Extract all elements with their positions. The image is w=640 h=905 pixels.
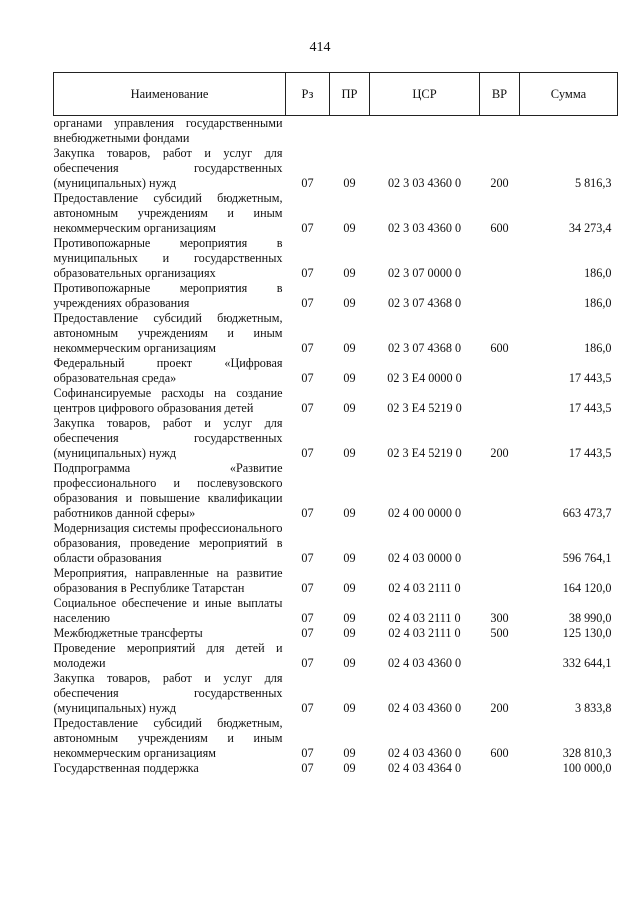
cell-sum: 5 816,3 [574,176,612,190]
cell-vr [480,641,520,671]
cell-name: Мероприятия, направленные на развитие образования в Республике Татарстан [53,566,283,595]
cell-rz: 07 [301,581,314,595]
cell-sum [520,116,618,147]
cell-csr: 02 4 03 4360 0 [387,701,462,715]
table-header [54,73,618,116]
cell-rz: 07 [301,656,314,670]
table-row [54,386,618,416]
cell-sum: 17 443,5 [568,401,612,415]
header-pr: ПР [330,73,370,116]
cell-vr [480,116,520,147]
header-vr: ВР [480,73,520,116]
cell-name: Государственная поддержка [53,761,199,775]
cell-pr: 09 [343,401,356,415]
cell-rz: 07 [301,446,314,460]
cell-csr: 02 3 07 4368 0 [387,341,462,355]
cell-name: Закупка товаров, работ и услуг для обеспечения государственных (муниципальных) нужд [53,416,283,460]
cell-csr: 02 4 00 0000 0 [387,506,462,520]
cell-vr: 600 [490,341,509,355]
cell-sum: 100 000,0 [562,761,612,775]
cell-name: Противопожарные мероприятия в учреждениях образования [53,281,283,310]
table-row [54,671,618,716]
cell-pr: 09 [343,626,356,640]
cell-name: Проведение мероприятий для детей и молодежи [53,641,283,670]
cell-rz: 07 [301,221,314,235]
table-row [54,461,618,521]
cell-csr: 02 4 03 4360 0 [387,746,462,760]
table-row [54,596,618,626]
cell-pr: 09 [343,506,356,520]
cell-rz: 07 [301,611,314,625]
table-row [54,521,618,566]
cell-name: Закупка товаров, работ и услуг для обеспечения государственных (муниципальных) нужд [53,146,283,190]
cell-pr: 09 [343,611,356,625]
cell-pr: 09 [343,656,356,670]
cell-csr: 02 3 07 0000 0 [387,266,462,280]
cell-name: органами управления государственными внебюджетными фондами [53,116,283,145]
cell-vr: 300 [490,611,509,625]
cell-vr [480,761,520,776]
header-rz: Рз [286,73,330,116]
cell-csr: 02 4 03 4364 0 [387,761,462,775]
cell-csr: 02 4 03 4360 0 [387,656,462,670]
cell-csr: 02 4 03 2111 0 [388,611,461,625]
cell-csr [370,116,480,147]
cell-name: Социальное обеспечение и иные выплаты населению [53,596,283,625]
table-row [54,116,618,147]
header-name: Наименование [54,73,286,116]
cell-pr: 09 [343,551,356,565]
table-row [54,416,618,461]
cell-name: Предоставление субсидий бюджетным, автономным учреждениям и иным некоммерческим организациям [53,191,283,235]
cell-pr: 09 [343,581,356,595]
cell-name: Модернизация системы профессионального образования, проведение мероприятий в области образования [53,521,283,565]
cell-rz: 07 [301,371,314,385]
cell-vr [480,566,520,596]
cell-rz: 07 [301,176,314,190]
cell-sum: 34 273,4 [568,221,612,235]
cell-vr: 200 [490,701,509,715]
cell-sum: 328 810,3 [562,746,612,760]
cell-name: Федеральный проект «Цифровая образовательная среда» [53,356,283,385]
cell-pr: 09 [343,296,356,310]
table-row [54,641,618,671]
cell-sum: 186,0 [584,341,612,355]
cell-sum: 186,0 [584,266,612,280]
cell-name: Предоставление субсидий бюджетным, автономным учреждениям и иным некоммерческим организациям [53,311,283,355]
cell-rz: 07 [301,761,314,775]
cell-sum: 663 473,7 [562,506,612,520]
cell-rz: 07 [301,701,314,715]
table-row [54,716,618,761]
cell-rz [286,116,330,147]
budget-table [53,72,618,776]
cell-vr [480,521,520,566]
cell-rz: 07 [301,341,314,355]
cell-rz: 07 [301,401,314,415]
cell-sum: 332 644,1 [562,656,612,670]
cell-csr: 02 3 03 4360 0 [387,221,462,235]
table-row [54,311,618,356]
table-row [54,191,618,236]
table-row [54,281,618,311]
cell-pr: 09 [343,701,356,715]
header-sum: Сумма [520,73,618,116]
cell-csr: 02 3 03 4360 0 [387,176,462,190]
header-csr: ЦСР [370,73,480,116]
cell-csr: 02 4 03 0000 0 [387,551,462,565]
cell-csr: 02 3 07 4368 0 [387,296,462,310]
table-row [54,356,618,386]
cell-sum: 164 120,0 [562,581,612,595]
cell-vr [480,281,520,311]
cell-rz: 07 [301,266,314,280]
cell-csr: 02 3 E4 5219 0 [387,401,462,415]
cell-pr: 09 [343,266,356,280]
cell-name: Межбюджетные трансферты [53,626,203,640]
cell-vr [480,236,520,281]
cell-vr: 500 [490,626,509,640]
cell-csr: 02 4 03 2111 0 [388,581,461,595]
cell-csr: 02 3 E4 5219 0 [387,446,462,460]
table-row [54,236,618,281]
cell-vr: 200 [490,446,509,460]
header-row [54,73,618,116]
table-row [54,146,618,191]
cell-pr: 09 [343,176,356,190]
cell-vr: 200 [490,176,509,190]
cell-pr: 09 [343,746,356,760]
cell-vr: 600 [490,746,509,760]
cell-vr [480,386,520,416]
cell-sum: 17 443,5 [568,446,612,460]
cell-name: Противопожарные мероприятия в муниципальных и государственных образовательных организациях [53,236,283,280]
cell-pr: 09 [343,341,356,355]
cell-csr: 02 3 E4 0000 0 [387,371,462,385]
cell-pr [330,116,370,147]
cell-sum: 38 990,0 [568,611,612,625]
cell-name: Закупка товаров, работ и услуг для обеспечения государственных (муниципальных) нужд [53,671,283,715]
table-row [54,626,618,641]
cell-rz: 07 [301,551,314,565]
cell-sum: 125 130,0 [562,626,612,640]
cell-sum: 186,0 [584,296,612,310]
cell-rz: 07 [301,626,314,640]
cell-name: Предоставление субсидий бюджетным, автономным учреждениям и иным некоммерческим организациям [53,716,283,760]
cell-rz: 07 [301,746,314,760]
cell-pr: 09 [343,221,356,235]
cell-rz: 07 [301,296,314,310]
cell-vr: 600 [490,221,509,235]
table-body [54,116,618,777]
cell-name: Подпрограмма «Развитие профессионального и послевузовского образования и повышение квалификации работников данной сферы» [53,461,283,520]
cell-sum: 17 443,5 [568,371,612,385]
page-number: 414 [309,40,331,55]
cell-sum: 596 764,1 [562,551,612,565]
cell-csr: 02 4 03 2111 0 [388,626,461,640]
cell-name: Софинансируемые расходы на создание центров цифрового образования детей [53,386,283,415]
cell-pr: 09 [343,761,356,775]
cell-pr: 09 [343,446,356,460]
cell-vr [480,356,520,386]
cell-rz: 07 [301,506,314,520]
cell-vr [480,461,520,521]
cell-sum: 3 833,8 [574,701,612,715]
table-row [54,761,618,776]
cell-pr: 09 [343,371,356,385]
table-row [54,566,618,596]
